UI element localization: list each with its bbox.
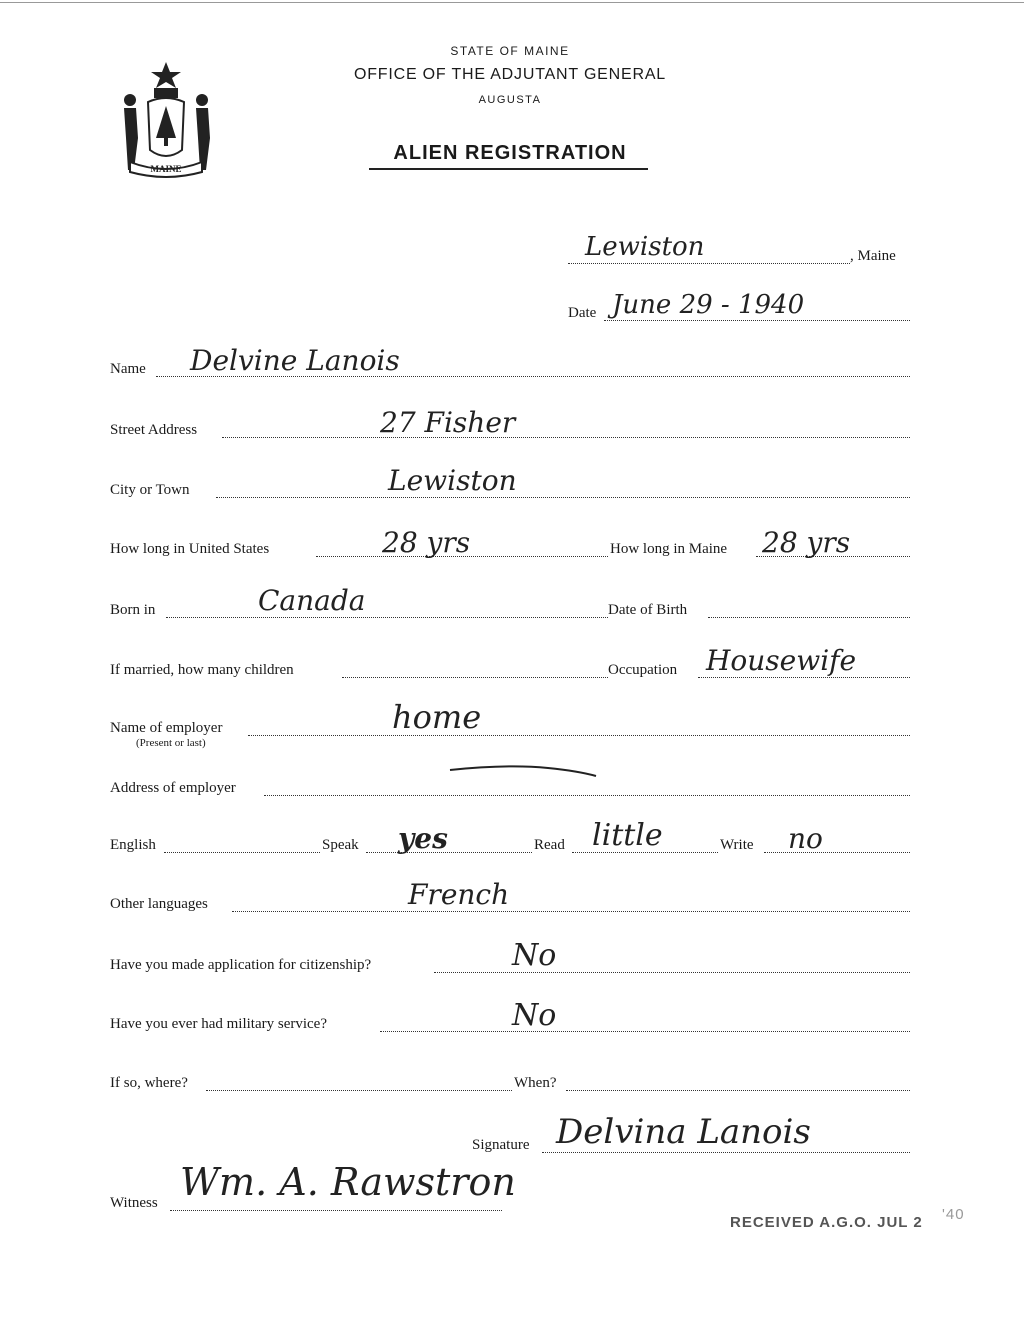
when-dots xyxy=(566,1090,910,1091)
witness-value: Wm. A. Rawstron xyxy=(180,1160,516,1204)
city-label: City or Town xyxy=(110,482,190,498)
employer-address-label: Address of employer xyxy=(110,780,236,796)
children-dots xyxy=(342,677,608,678)
city-value: Lewiston xyxy=(388,464,517,497)
witness-dots xyxy=(170,1210,502,1211)
write-value: no xyxy=(788,822,823,855)
dob-dots xyxy=(708,617,910,618)
english-label: English xyxy=(110,837,156,853)
born-value: Canada xyxy=(258,584,366,617)
city-dots xyxy=(216,497,910,498)
born-label: Born in xyxy=(110,602,156,618)
street-label: Street Address xyxy=(110,422,198,438)
dob-label: Date of Birth xyxy=(608,602,688,618)
military-value: No xyxy=(512,998,557,1033)
write-dots xyxy=(764,852,910,853)
born-dots xyxy=(166,617,608,618)
us-label: How long in United States xyxy=(110,541,270,557)
city-heading: AUGUSTA xyxy=(478,94,542,106)
received-stamp-year: '40 xyxy=(942,1206,965,1223)
children-label: If married, how many children xyxy=(110,662,294,678)
date-label: Date xyxy=(568,305,597,321)
date-value: June 29 - 1940 xyxy=(612,290,805,320)
other-languages-value: French xyxy=(408,878,510,911)
place-dots xyxy=(568,263,850,264)
employer-value: home xyxy=(392,698,482,736)
military-label: Have you ever had military service? xyxy=(110,1016,327,1032)
employer-address-dots xyxy=(264,795,910,796)
maine-label: How long in Maine xyxy=(610,541,728,557)
employer-dash-mark xyxy=(448,764,598,778)
street-dots xyxy=(222,437,910,438)
date-dots xyxy=(604,320,910,321)
employer-sublabel: (Present or last) xyxy=(136,737,206,749)
place-city-value: Lewiston xyxy=(585,232,705,262)
employer-dots xyxy=(248,735,910,736)
name-label: Name xyxy=(110,361,146,377)
english-dots xyxy=(164,852,320,853)
page-title: ALIEN REGISTRATION xyxy=(393,142,627,164)
write-label: Write xyxy=(720,837,754,853)
other-languages-dots xyxy=(232,911,910,912)
office-heading: OFFICE OF THE ADJUTANT GENERAL xyxy=(353,66,667,83)
military-dots xyxy=(380,1031,910,1032)
state-heading: STATE OF MAINE xyxy=(450,44,570,58)
signature-dots xyxy=(542,1152,910,1153)
employer-label: Name of employer xyxy=(110,720,223,736)
occupation-label: Occupation xyxy=(608,662,678,678)
street-value: 27 Fisher xyxy=(380,406,516,439)
speak-value: yes xyxy=(398,822,448,855)
signature-label: Signature xyxy=(472,1137,530,1153)
place-state-label: , Maine xyxy=(850,248,896,264)
name-value: Delvine Lanois xyxy=(190,344,400,377)
witness-label: Witness xyxy=(110,1195,158,1211)
signature-value: Delvina Lanois xyxy=(556,1112,811,1152)
where-dots xyxy=(206,1090,512,1091)
svg-text:MAINE: MAINE xyxy=(150,164,182,174)
speak-dots xyxy=(366,852,532,853)
title-underline xyxy=(369,168,648,170)
scan-edge xyxy=(0,2,1024,3)
speak-label: Speak xyxy=(322,837,359,853)
citizenship-value: No xyxy=(512,938,557,973)
citizenship-label: Have you made application for citizenship? xyxy=(110,957,372,973)
state-seal-icon xyxy=(110,58,222,178)
us-value: 28 yrs xyxy=(382,526,471,559)
read-value: little xyxy=(592,818,663,853)
occupation-value: Housewife xyxy=(706,644,857,677)
when-label: When? xyxy=(514,1075,557,1091)
maine-value: 28 yrs xyxy=(762,526,851,559)
occupation-dots xyxy=(698,677,910,678)
other-languages-label: Other languages xyxy=(110,896,208,912)
citizenship-dots xyxy=(434,972,910,973)
received-stamp: RECEIVED A.G.O. JUL 2 xyxy=(730,1214,923,1231)
read-label: Read xyxy=(534,837,565,853)
where-label: If so, where? xyxy=(110,1075,188,1091)
